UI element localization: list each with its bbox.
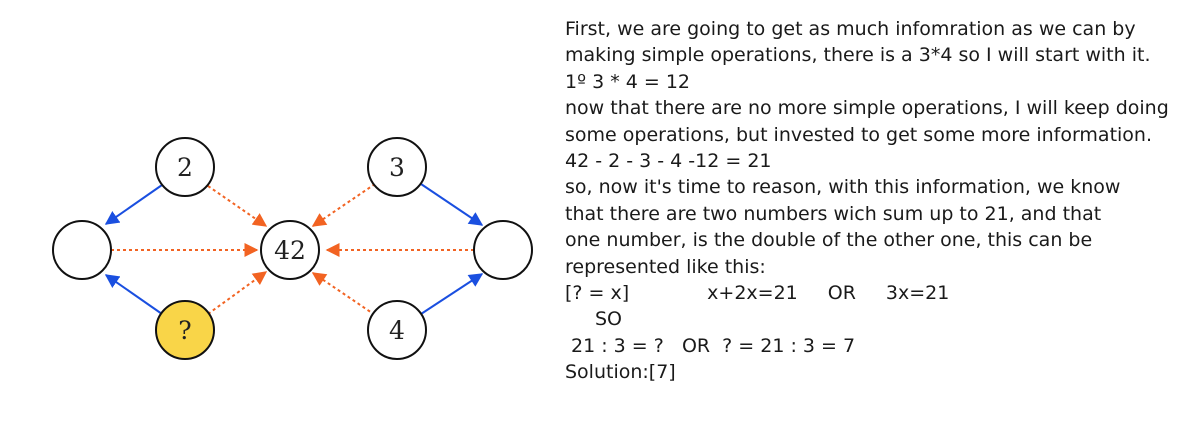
so-text: SO xyxy=(595,308,623,331)
node-center-label: 42 xyxy=(274,236,306,265)
edge-top-left-to-left xyxy=(106,185,162,224)
edge-top-left-to-center xyxy=(208,186,266,226)
explanation-line: making simple operations, there is a 3*4 so I will start with it. xyxy=(565,44,1151,67)
equation-part: [? = x] xyxy=(565,281,630,304)
explanation-line: one number, is the double of the other one, this can be xyxy=(565,229,1093,252)
edge-bottom-left-to-left xyxy=(106,275,162,314)
explanation-line: 42 - 2 - 3 - 4 -12 = 21 xyxy=(565,149,772,172)
node-bottom-right-label: 4 xyxy=(389,316,405,345)
equation-line xyxy=(565,280,1197,306)
explanation-line: First, we are going to get as much infomration as we can by xyxy=(565,18,1136,40)
explanation-text xyxy=(565,16,1197,385)
node-right xyxy=(474,221,532,279)
explanation-line: now that there are no more simple operations, I will keep doing xyxy=(565,97,1169,120)
explanation-line: some operations, but invested to get some more information. xyxy=(565,123,1153,146)
result-line xyxy=(565,333,1197,359)
node-top-right-label: 3 xyxy=(389,153,405,182)
edge-top-right-to-center xyxy=(313,184,375,226)
result-text: 21 : 3 = ? OR ? = 21 : 3 = 7 xyxy=(571,334,856,357)
edge-bottom-right-to-right xyxy=(421,274,482,314)
solution-line: Solution:[7] xyxy=(565,361,676,384)
edge-bottom-right-to-center xyxy=(313,273,375,315)
equation-part: OR xyxy=(827,281,856,304)
node-top-left-label: 2 xyxy=(177,153,193,182)
edge-top-right-to-right xyxy=(421,184,482,225)
equation-part: x+2x=21 xyxy=(707,281,798,304)
node-left xyxy=(53,221,111,279)
explanation-line: 1º 3 * 4 = 12 xyxy=(565,70,691,93)
explanation-line: so, now it's time to reason, with this information, we know xyxy=(565,176,1121,199)
edge-bottom-left-to-center xyxy=(208,272,266,314)
graph-diagram xyxy=(0,0,560,443)
explanation-line: that there are two numbers wich sum up to 21, and that xyxy=(565,202,1102,225)
so-line xyxy=(565,306,1197,332)
equation-part: 3x=21 xyxy=(885,281,950,304)
node-bottom-left-label: ? xyxy=(178,316,192,345)
explanation-line: represented like this: xyxy=(565,255,766,278)
